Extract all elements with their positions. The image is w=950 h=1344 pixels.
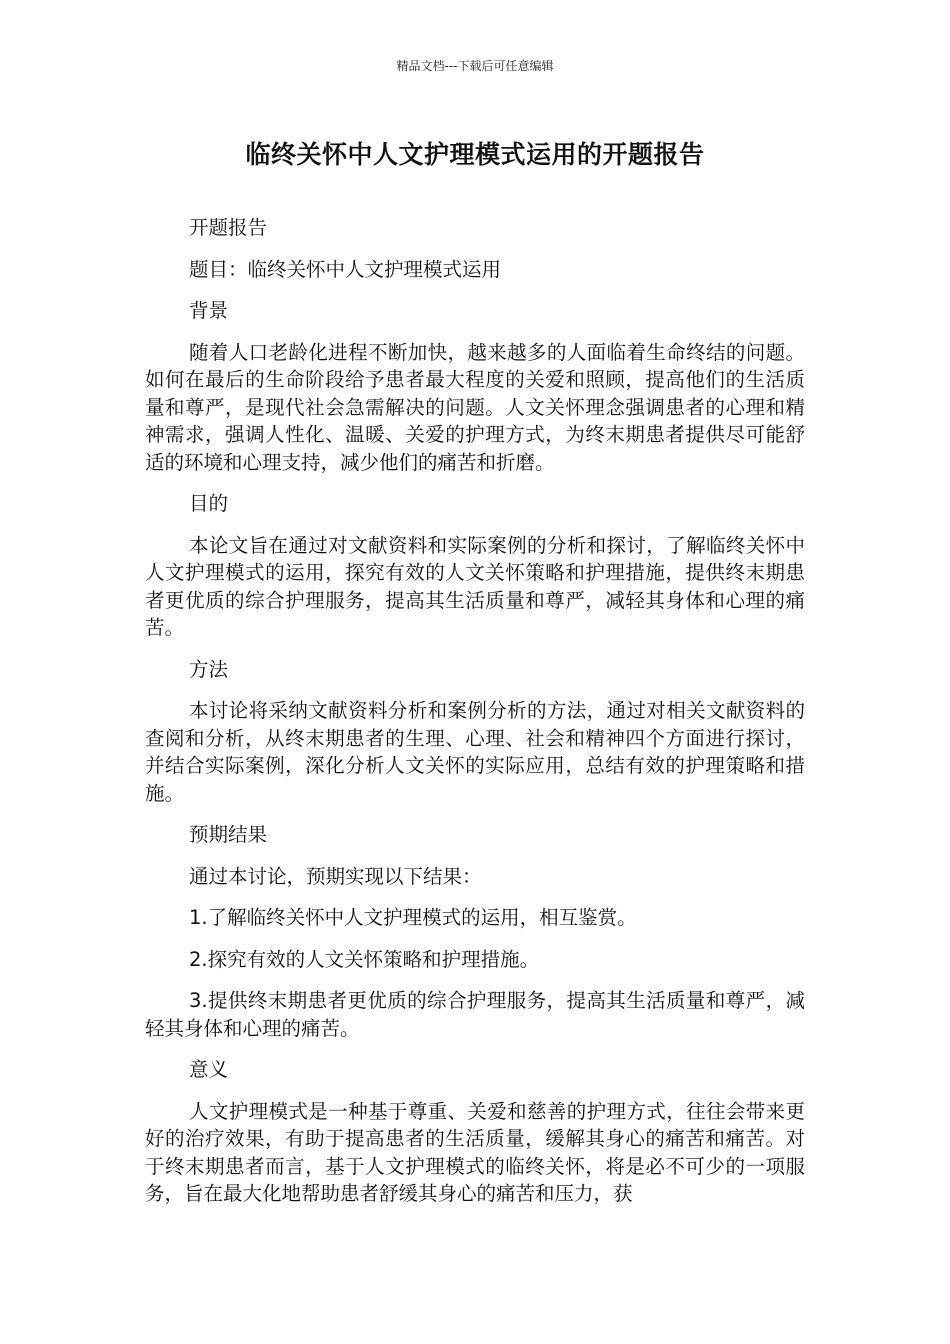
background-paragraph: 随着人口老龄化进程不断加快，越来越多的人面临着生命终结的问题。如何在最后的生命阶段给予患者最大程度的关爱和照顾，提高他们的生活质量和尊严，是现代社会急需解决的问题。人文关怀理念强调患者的心理和精神需求，强调人性化、温暖、关爱的护理方式，为终末期患者提供尽可能舒适的环境和心理支持，减少他们的痛苦和折磨。 (145, 340, 805, 474)
expected-result-item-3: 3.提供终末期患者更优质的综合护理服务，提高其生活质量和尊严，减轻其身体和心理的痛苦。 (145, 989, 805, 1040)
section-heading-method: 方法 (189, 657, 229, 681)
expected-result-item-2: 2.探究有效的人文关怀策略和护理措施。 (189, 947, 540, 971)
section-heading-significance: 意义 (189, 1058, 229, 1081)
document-title: 临终关怀中人文护理模式运用的开题报告 (245, 140, 705, 169)
section-heading-background: 背景 (189, 299, 229, 322)
expected-result-item-1: 1.了解临终关怀中人文护理模式的运用，相互鉴赏。 (189, 906, 637, 929)
method-paragraph: 本讨论将采纳文献资料分析和案例分析的方法，通过对相关文献资料的查阅和分析，从终末期患者的生理、心理、社会和精神四个方面进行探讨，并结合实际案例，深化分析人文关怀的实际应用，总结有效的护理策略和措施。 (145, 699, 805, 805)
section-heading-purpose: 目的 (189, 492, 229, 515)
section-heading-report: 开题报告 (189, 216, 268, 239)
header-note: 精品文档---下载后可任意编辑 (396, 59, 554, 73)
expected-results-intro: 通过本讨论，预期实现以下结果： (189, 864, 482, 888)
significance-paragraph: 人文护理模式是一种基于尊重、关爱和慈善的护理方式，往往会带来更好的治疗效果，有助于提高患者的生活质量，缓解其身心的痛苦和痛苦。对于终末期患者而言，基于人文护理模式的临终关怀，将是必不可少的一项服务，旨在最大化地帮助患者舒缓其身心的痛苦和压力，获 (145, 1099, 805, 1205)
purpose-paragraph: 本论文旨在通过对文献资料和实际案例的分析和探讨，了解临终关怀中人文护理模式的运用，探究有效的人文关怀策略和护理措施，提供终末期患者更优质的综合护理服务，提高其生活质量和尊严，减轻其身体和心理的痛苦。 (145, 533, 805, 639)
section-heading-expected-results: 预期结果 (189, 823, 268, 846)
document-body (145, 214, 805, 1222)
topic-line: 题目：临终关怀中人文护理模式运用 (189, 257, 502, 281)
